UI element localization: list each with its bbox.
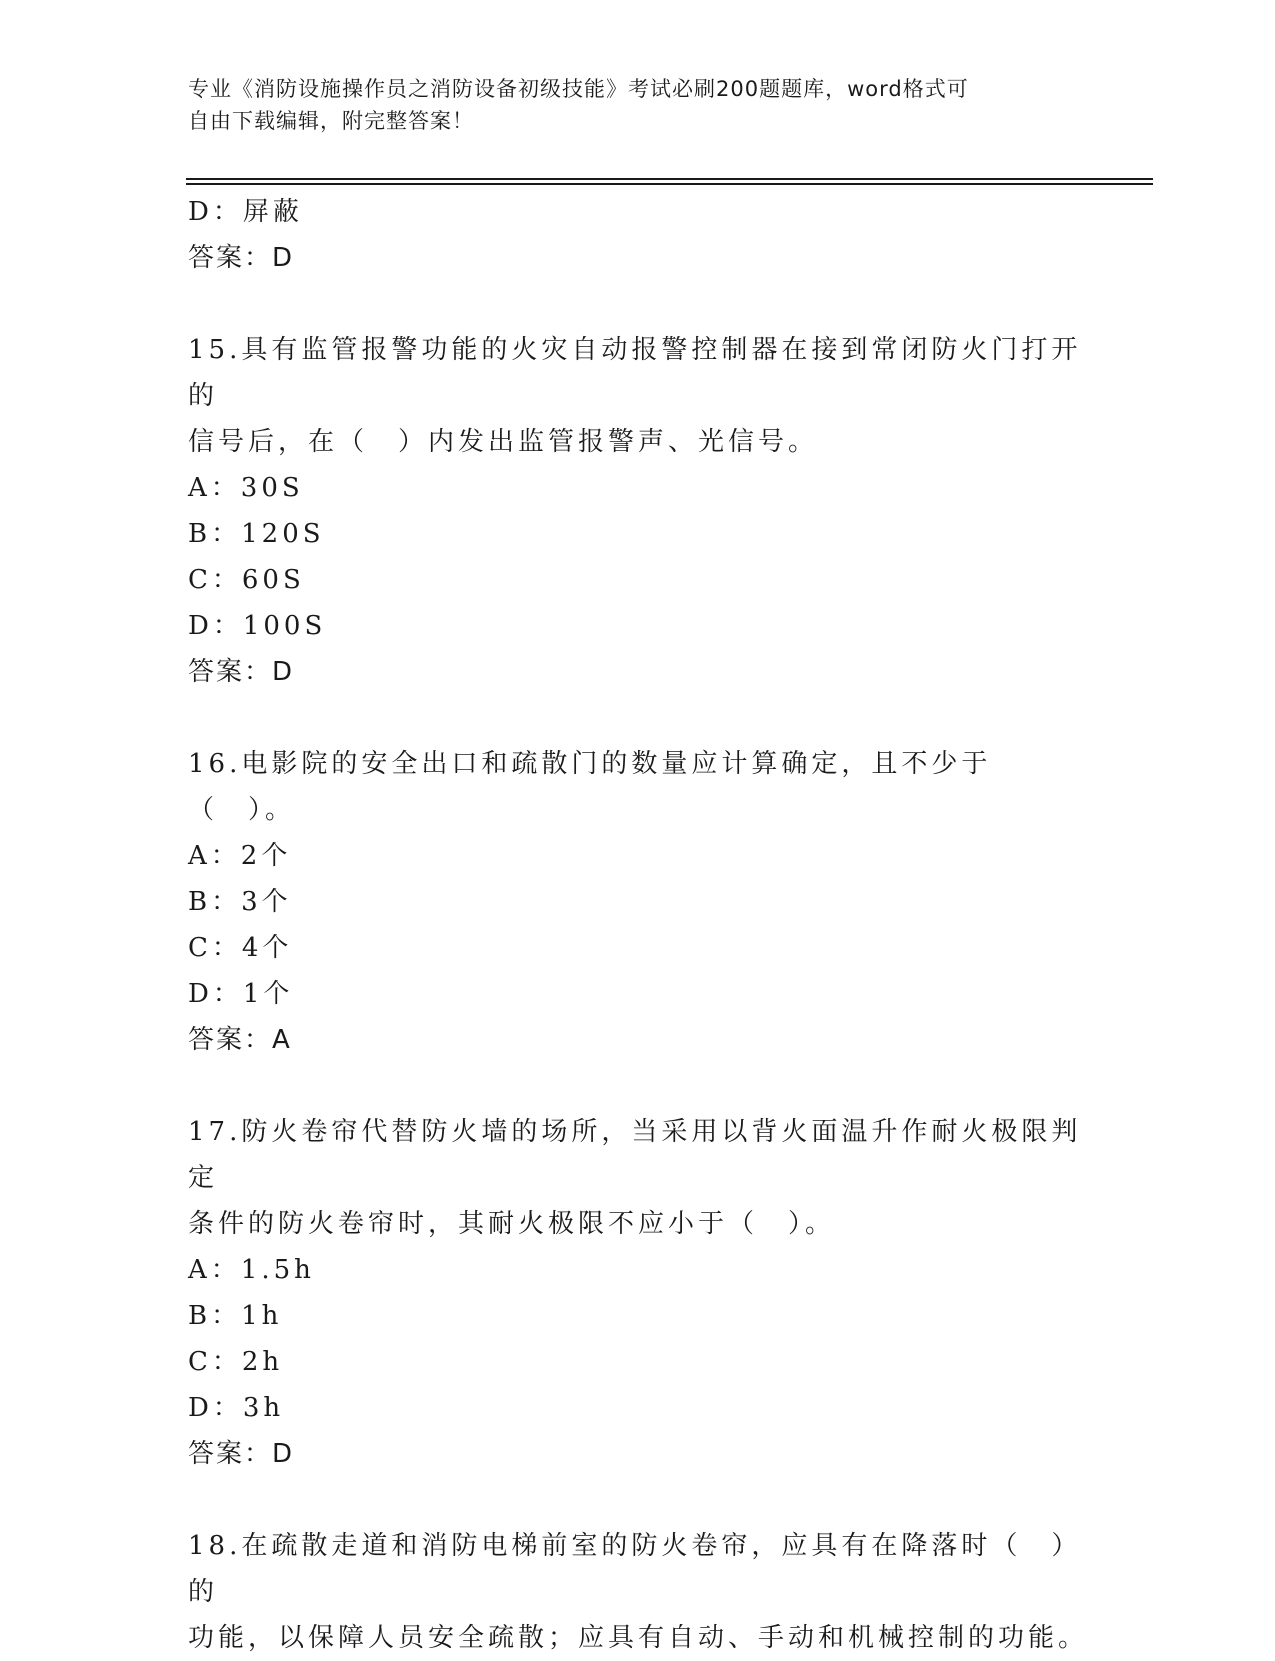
header-line-1: 专业《消防设施操作员之消防设备初级技能》考试必刷200题题库，word格式可 <box>188 77 969 101</box>
answer-line: 答案：A <box>188 1025 292 1055</box>
option-line: B：1h <box>188 1301 283 1331</box>
question-block <box>188 1523 1088 1661</box>
question-block <box>188 1109 1088 1477</box>
question-stem-line: 条件的防火卷帘时，其耐火极限不应小于（ ）。 <box>188 1209 836 1239</box>
spacer <box>188 1063 1088 1109</box>
spacer <box>188 695 1088 741</box>
option-line: C：2h <box>188 1347 284 1377</box>
option-line: D：1个 <box>188 979 294 1009</box>
answer-line: 答案：D <box>188 243 295 273</box>
question-stem-line: 16.电影院的安全出口和疏散门的数量应计算确定，且不少于（ ）。 <box>188 749 992 825</box>
header-line-2: 自由下载编辑，附完整答案！ <box>188 109 474 133</box>
answer-line: 答案：D <box>188 657 295 687</box>
question-block <box>188 327 1088 695</box>
option-line: A：2个 <box>188 841 292 871</box>
option-line: A：1.5h <box>188 1255 315 1285</box>
spacer <box>188 1477 1088 1523</box>
document-header <box>188 73 1068 137</box>
header-divider-top <box>186 178 1153 180</box>
option-line: D：屏蔽 <box>188 197 303 227</box>
answer-line: 答案：D <box>188 1439 295 1469</box>
question-stem-line: 15.具有监管报警功能的火灾自动报警控制器在接到常闭防火门打开的 <box>188 335 1082 411</box>
question-stem-line: 信号后，在（ ）内发出监管报警声、光信号。 <box>188 427 819 457</box>
question-block <box>188 741 1088 1063</box>
option-line: A：30S <box>188 473 304 503</box>
option-line: D：100S <box>188 611 327 641</box>
question-list <box>188 189 1088 1661</box>
header-divider-bottom <box>186 183 1153 185</box>
option-line: C：60S <box>188 565 305 595</box>
question-stem-line: 17.防火卷帘代替防火墙的场所，当采用以背火面温升作耐火极限判定 <box>188 1117 1082 1193</box>
spacer <box>188 281 1088 327</box>
question-stem-line: 18.在疏散走道和消防电梯前室的防火卷帘，应具有在降落时（ ）的 <box>188 1531 1082 1607</box>
option-line: B：120S <box>188 519 325 549</box>
option-line: C：4个 <box>188 933 293 963</box>
option-line: D：3h <box>188 1393 285 1423</box>
option-line: B：3个 <box>188 887 292 917</box>
question-stem-line: 功能，以保障人员安全疏散；应具有自动、手动和机械控制的功能。 <box>188 1623 1089 1653</box>
